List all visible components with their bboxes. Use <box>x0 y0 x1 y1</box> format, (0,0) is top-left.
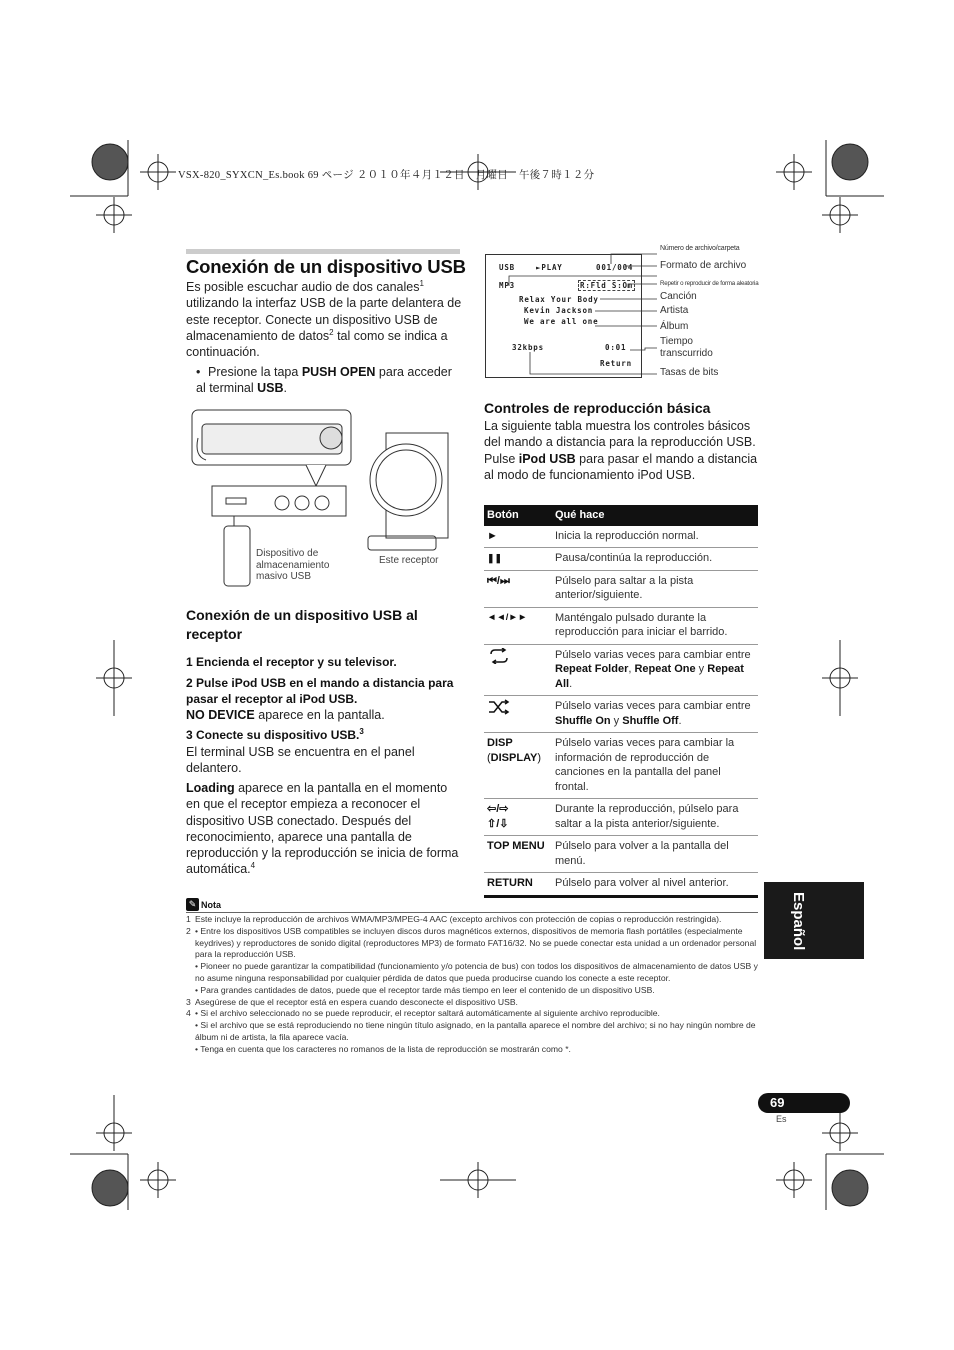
step-3: 3 Conecte su dispositivo USB.$^3$ <box>186 727 364 742</box>
lcd-play: ►PLAY <box>536 263 563 272</box>
note-item: 1 Este incluye la reproducción de archivos WMA/MP3/MPEG-4 AAC (excepto archivos con protección de copias o reproducción restringida). <box>186 914 722 924</box>
label-bitrate: Tasas de bits <box>660 367 719 378</box>
note-item: • Para grandes cantidades de datos, puede que el receptor tarde más tiempo en leer el contenido de un dispositivo USB. <box>195 984 655 995</box>
notes-list <box>186 914 758 1056</box>
lcd-song: Relax Your Body <box>519 295 599 304</box>
page-number: 69 <box>758 1093 850 1113</box>
section-title: Conexión de un dispositivo USB <box>186 256 466 277</box>
return-button-cell: RETURN <box>484 873 552 897</box>
label-album: Álbum <box>660 321 689 332</box>
table-row: ⇦/⇨ ⇧/⇩ Durante la reproducción, púlselo para saltar a la pista anterior/siguiente. <box>484 799 758 836</box>
table-row: ► Inicia la reproducción normal. <box>484 526 758 548</box>
playback-intro: La siguiente tabla muestra los controles básicos del mando a distancia para la reproducción USB. Pulse iPod USB para pasar el mando a distancia al modo de funcionamiento iPod USB. <box>484 419 758 482</box>
caption-device: Dispositivo de almacenamiento masivo USB <box>256 548 330 582</box>
step-3-text: El terminal USB se encuentra en el panel delantero. <box>186 745 415 776</box>
lcd-count: 001/004 <box>596 263 634 272</box>
note-item: • Pioneer no puede garantizar la compatibilidad (funcionamiento y/o potencia de bus) con todos los dispositivos de almacenamiento de datos USB y no asume ninguna responsabilidad por cualquier pérdida de datos que pueda producirse cuando los conecte a este receptor. <box>195 961 758 983</box>
label-file-format: Formato de archivo <box>660 260 747 271</box>
note-item: 4 • Si el archivo seleccionado no se puede reproducir, el receptor saltará automáticamente al siguiente archivo reproducible. <box>186 1008 660 1019</box>
label-file-folder: Número de archivo/carpeta <box>660 245 740 252</box>
lcd-bitrate: 32kbps <box>512 343 544 352</box>
loading-paragraph: Loading aparece en la pantalla en el momento en que el receptor empieza a reconocer el dispositivo USB conectado. Después del reconocimiento, aparece una pantalla de reproducción y la reproducción se inicia de forma automática.$^4$ <box>186 781 459 877</box>
scan-button-cell: ◄◄/►► <box>484 607 552 644</box>
play-button-cell: ► <box>484 526 552 548</box>
table-row: ❚❚ Pausa/continúa la reproducción. <box>484 548 758 571</box>
table-row: ⏮/⏭ Púlselo para saltar a la pista anterior/siguiente. <box>484 570 758 607</box>
note-rule <box>186 912 758 913</box>
note-item: 2 • Entre los dispositivos USB compatibles se incluyen discos duros magnéticos externos, dispositivos de memoria flash portátiles (especialmente keydrives) y reproductores de sonido digital (reproductores MP3) de formato FAT16/32. No se puede conectar esta unidad a un ordenador personal para la reproducción USB. <box>186 925 757 960</box>
lcd-artist: Kevin Jackson <box>524 306 594 315</box>
intro-paragraph: Es posible escuchar audio de dos canales$^1$ utilizando la interfaz USB de la parte delantera de este receptor. Conecte un dispositivo USB de almacenamiento de datos$^2$ tal como se indica a continuación. <box>186 278 462 360</box>
table-row: ◄◄/►► Manténgalo pulsado durante la reproducción para iniciar el barrido. <box>484 607 758 644</box>
repeat-icon <box>484 644 552 696</box>
lcd-format: MP3 <box>499 281 515 290</box>
col-description: Qué hace <box>552 505 758 526</box>
lcd-time: 0:01 <box>605 343 627 352</box>
language-tab: Español <box>764 882 864 959</box>
col-button: Botón <box>484 505 552 526</box>
lcd-album: We are all one <box>524 317 599 326</box>
subsection-title: Conexión de un dispositivo USB al receptor <box>186 607 418 642</box>
lcd-return: Return <box>600 359 632 368</box>
step-1: 1 Encienda el receptor y su televisor. <box>186 655 397 669</box>
table-row: Púlselo varias veces para cambiar entre Repeat Folder, Repeat One y Repeat All. <box>484 644 758 696</box>
shuffle-icon <box>484 696 552 733</box>
playback-controls-title: Controles de reproducción básica <box>484 400 711 416</box>
label-artist: Artista <box>660 305 689 316</box>
controls-table <box>484 505 758 898</box>
section-rule <box>186 249 460 254</box>
file-header: VSX-820_SYXCN_Es.book 69 ページ ２０１０年４月１２日 月曜日 午後７時１２分 <box>178 170 595 181</box>
skip-button-cell: ⏮/⏭ <box>484 570 552 607</box>
arrow-button-cell: ⇦/⇨ ⇧/⇩ <box>484 799 552 836</box>
top-menu-button-cell: TOP MENU <box>484 836 552 873</box>
lcd-usb: USB <box>499 263 515 272</box>
lcd-mode: R:Fld S:On <box>580 281 634 290</box>
pause-button-cell: ❚❚ <box>484 548 552 571</box>
note-item: • Tenga en cuenta que los caracteres no romanos de la lista de reproducción se mostrarán como *. <box>195 1043 571 1054</box>
note-item: • Si el archivo que se está reproduciendo no tiene ningún título asignado, en la pantalla aparece el nombre del archivo; si no hay ningún nombre de álbum ni de artista, la fila aparece vacía. <box>195 1020 756 1042</box>
table-row: RETURN Púlselo para volver al nivel anterior. <box>484 873 758 897</box>
step-2: 2 Pulse iPod USB en el mando a distancia para pasar el receptor al iPod USB. <box>186 676 454 706</box>
display-callout-lines <box>485 244 660 384</box>
label-repeat: Repetir o reproducir de forma aleatoria <box>660 280 759 287</box>
label-elapsed: Tiempo transcurrido <box>660 336 713 359</box>
table-row: DISP (DISPLAY) Púlselo varias veces para cambiar la información de reproducción de canciones en la pantalla del panel frontal. <box>484 733 758 799</box>
table-row: TOP MENU Púlselo para volver a la pantalla del menú. <box>484 836 758 873</box>
label-song: Canción <box>660 291 697 302</box>
display-button-cell: DISP (DISPLAY) <box>484 733 552 799</box>
note-icon: ✎ <box>186 898 199 911</box>
note-heading: ✎ Nota <box>186 898 221 911</box>
page-language: Es <box>776 1114 787 1124</box>
caption-receiver: Este receptor <box>379 555 439 566</box>
step-2-note: NO DEVICE aparece en la pantalla. <box>186 708 385 722</box>
note-item: 3 Asegúrese de que el receptor está en espera cuando desconecte el dispositivo USB. <box>186 996 518 1007</box>
table-row: Púlselo varias veces para cambiar entre Shuffle On y Shuffle Off. <box>484 696 758 733</box>
bullet-push-open: • Presione la tapa PUSH OPEN para acceder al terminal USB. <box>196 365 452 396</box>
